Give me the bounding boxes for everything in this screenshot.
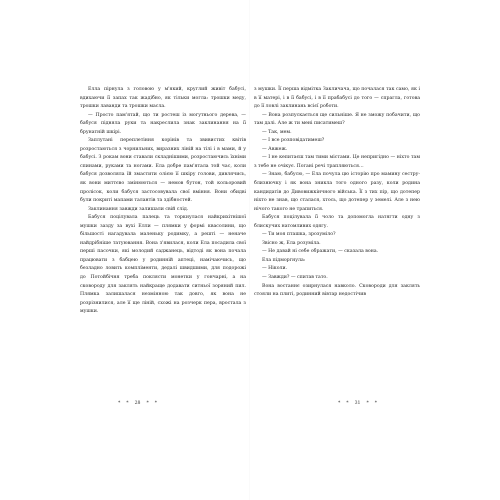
left-page-footer <box>118 401 157 406</box>
paragraph: — Так, мем. <box>262 129 292 135</box>
paragraph: з мушки. Її перша відмітка Закличача, що почалася так само, як і в її матері, і в її бабусі, і в її прабабусі до того — спрагла, готова до її ловлі заклинань всієї роботи. <box>254 87 420 110</box>
paragraph: — Просто пам'ятай, що ти ростеш із могутнього дерева, — бабуся підняла руки та накреслила знак заклинання на її брунатній шкірі. <box>80 112 246 135</box>
paragraph: Бабуся поцілувала палець та торкнулася найкрихітнішої мушки зазду за вухі Елли — плямки у формі квасолини, що більшості нагадувала маленьку родимку, а решті — неначе найдрібніше татуювання. Вона з'явилася, коли Ела посадила свої перші пасочки, які молодий саджанець, відтоді як вона почала працювати з бабцею у родинній аптеці, намічаючись, що безладно ловить компліменти, дедалі швидшими, для подорожі до Потойбічня треба поклясти монетки у гончарні, а на сковороду для заклять найкраще додавати ситньої зоряний пил. Плямка залишалася незмінною так довго, як вона не розрізнилися, але її ще ліній, схожі на розчерк пера, вростала з мушки. <box>80 215 246 315</box>
paragraph: — Авжеж. <box>262 146 288 152</box>
paragraph: Ела підморгнула: <box>262 257 306 263</box>
paragraph: — Не давай ні себе ображати, — сказала вона. <box>262 249 379 255</box>
paragraph: — Ніколи. <box>262 266 288 272</box>
ornament-star: * <box>366 401 369 406</box>
right-page-text <box>254 86 420 300</box>
ornament-star: * <box>338 401 341 406</box>
ornament-star: * <box>374 401 378 406</box>
ornament-star: * <box>118 401 121 406</box>
ornament-star: * <box>346 401 349 406</box>
page-number: 28 <box>134 401 141 406</box>
paragraph: Заклинання завжди залишали свій слід. <box>88 206 189 212</box>
right-page-footer <box>338 401 377 406</box>
paragraph: — І все розповідатимеш? <box>262 138 325 144</box>
page-number: 31 <box>354 401 361 406</box>
paragraph: Бабуся поцілувала її чоло та допомогла натягти одну з блискучих натомливих одягу. <box>254 215 420 229</box>
paragraph: Елла пірнула з головою у м'який, круглий живіт бабусі, вдихаючи її запах так жадібно, як тільки могла: трошки меду, трошки лаванди та трошки масла. <box>80 87 246 110</box>
ornament-star: * <box>146 401 149 406</box>
ornament-star: * <box>154 401 158 406</box>
ornament-star: * <box>126 401 129 406</box>
right-page <box>250 0 500 500</box>
paragraph: — Ти моя пташка, зрозуміло? <box>262 232 336 238</box>
paragraph: — Знаю, бабусю, — Ела почула цю історію про мамину сестру-близнючку і як вона зникла того одного разу, коли родина кандидатів до Дивовижкінчного війська. Її з тих пір, що дотепер ніхто не знав, що сталася, хтось, що дотепер у земелі. Але з нею нічого такого не трапиться. <box>254 172 420 212</box>
paragraph: Вона востаннє озирнулася навколо. Сковороди для заклять стояли на плиті, родинний вівтар недостічив <box>254 283 420 298</box>
left-page-text <box>80 86 246 317</box>
paragraph: — Завжди? — спитав тато. <box>262 275 328 281</box>
paragraph: — Вона розпускається ще сильніше. Я не зможу побачити, що там далі. Але ж ти мені писатимеш? <box>254 112 420 127</box>
paragraph: Звісно ж, Ела розуміла. <box>262 240 321 246</box>
paragraph: Заплутані переплетіння корінів та звивистих квітів розростаються з чорнильних, виразних ліній на тілі і в мами, й у бабусі. З рокам вони ставали складнішими, розростаючись їхніми спинами, руками та ногами. Ела добре пам'ятала той час, коли бабуся дозволяла їй змастити олією її шкіру голови, дивлячись, як вони миттєво змінюються — немов бутон, той кольоровий пролісок, коли бабуся застосовувала свої вміння. Вони обидві були покриті мапами талантів та здібностей. <box>80 138 246 204</box>
paragraph: — І не кепитаєш там тими містами. Це непригідно — ніхто там з тебе не очікує. Погані речі трапляються… <box>254 155 420 169</box>
